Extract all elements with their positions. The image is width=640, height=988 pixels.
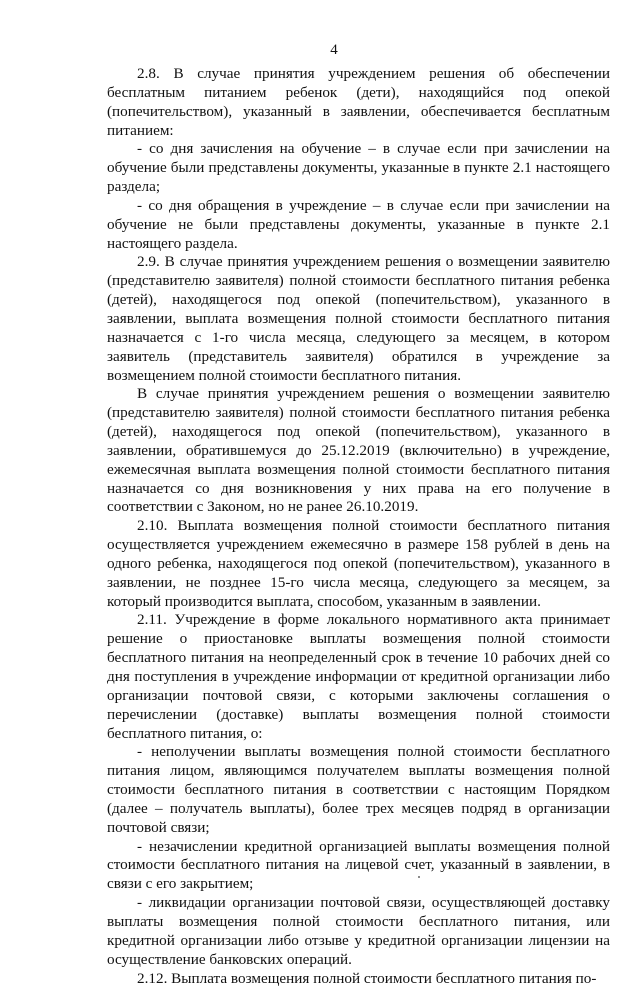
paragraph-2-11: 2.11. Учреждение в форме локального нормативного акта принимает решение о приостановке выплаты возмещения полной стоимости бесплатного питания на неопределенный срок в течение 10 рабочих дней со дня поступления в учреждение информации от кредитной организации либо организации почтовой связи, с которыми заключены соглашения о перечислении (доставке) выплаты возмещения полной стоимости бесплатного питания, о: [107,611,610,743]
list-item-application-day: - со дня обращения в учреждение – в случае если при зачислении на обучение не были представлены документы, указанные в пункте 2.1 настоящего раздела. [107,197,610,254]
paragraph-2-8: 2.8. В случае принятия учреждением решения об обеспечении бесплатным питанием ребенок (дети), находящийся под опекой (попечительством), указанный в заявлении, обеспечивается бесплатным питанием: [107,65,610,140]
paragraph-2-9-continued: В случае принятия учреждением решения о возмещении заявителю (представителю заявителя) полной стоимости бесплатного питания ребенка (детей), находящегося под опекой (попечительством), указанного в заявлении, обратившемуся до 25.12.2019 (включительно) в учреждение, ежемесячная выплата возмещения полной стоимости бесплатного питания назначается со дня возникновения у них права на его получение в соответствии с Законом, но не ранее 26.10.2019. [107,385,610,517]
list-item-non-receipt: - неполучении выплаты возмещения полной стоимости бесплатного питания лицом, являющимся получателем выплаты возмещения полной стоимости бесплатного питания в соответствии с настоящим Порядком (далее – получатель выплаты), более трех месяцев подряд в организации почтовой связи; [107,743,610,837]
document-body [107,65,610,988]
page-number: 4 [0,41,640,59]
paragraph-2-9: 2.9. В случае принятия учреждением решения о возмещении заявителю (представителю заявителя) полной стоимости бесплатного питания ребенка (детей), находящегося под опекой (попечительством), указанного в заявлении, выплата возмещения полной стоимости бесплатного питания назначается с 1-го числа месяца, следующего за месяцем, в котором заявитель (представитель заявителя) обратился в учреждение за возмещением полной стоимости бесплатного питания. [107,253,610,385]
scan-speck [418,876,420,878]
paragraph-2-10: 2.10. Выплата возмещения полной стоимости бесплатного питания осуществляется учреждением ежемесячно в размере 158 рублей в день на одного ребенка, находящегося под опекой (попечительством), указанного в заявлении, не позднее 15-го числа месяца, следующего за месяцем, за который производится выплата, способом, указанным в заявлении. [107,517,610,611]
list-item-liquidation: - ликвидации организации почтовой связи, осуществляющей доставку выплаты возмещения полной стоимости бесплатного питания, или кредитной организации либо отзыве у кредитной организации лицензии на осуществление банковских операций. [107,894,610,969]
list-item-non-crediting: - незачислении кредитной организацией выплаты возмещения полной стоимости бесплатного питания на лицевой счет, указанный в заявлении, в связи с его закрытием; [107,838,610,895]
paragraph-2-12: 2.12. Выплата возмещения полной стоимости бесплатного питания по- [107,970,610,988]
list-item-enrollment-day: - со дня зачисления на обучение – в случае если при зачислении на обучение были представлены документы, указанные в пункте 2.1 настоящего раздела; [107,140,610,197]
